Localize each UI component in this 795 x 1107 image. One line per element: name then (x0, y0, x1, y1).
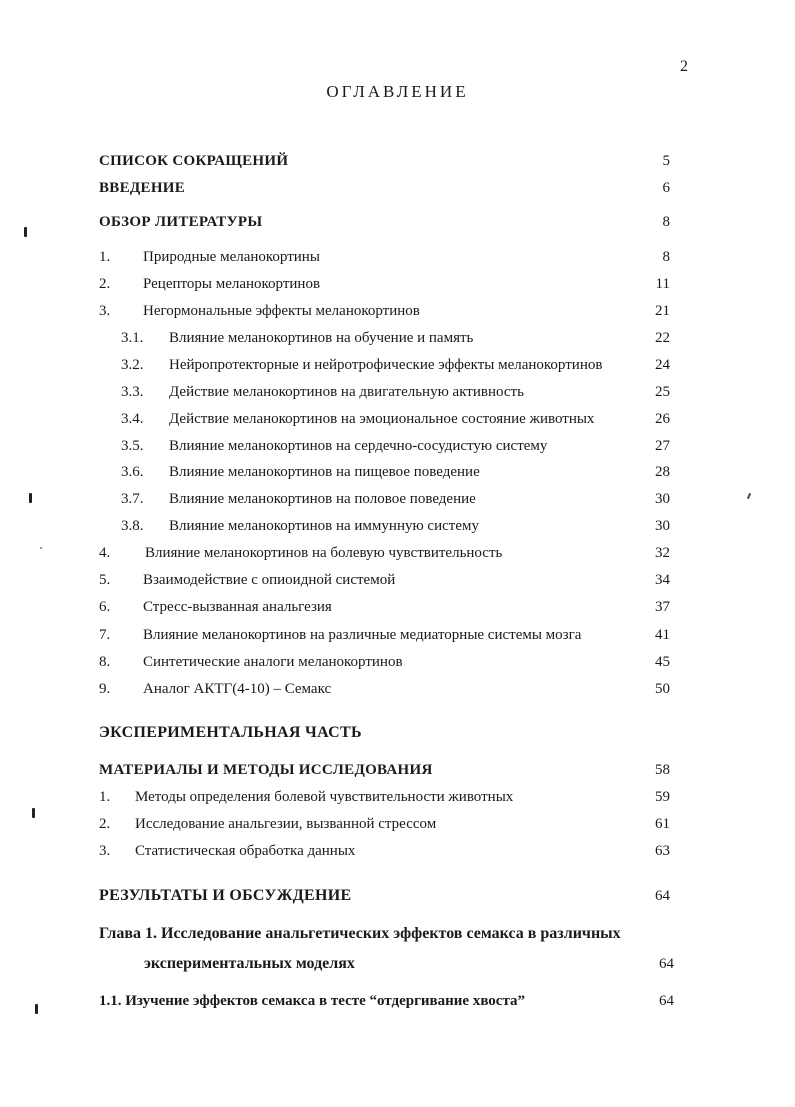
toc-entry-page: 58 (655, 762, 670, 778)
toc-entry-title: Влияние меланокортинов на иммунную систему (169, 518, 479, 534)
toc-entry-page: 50 (655, 681, 670, 697)
toc-entry-page: 32 (655, 545, 670, 561)
toc-entry-title: Аналог АКТГ(4-10) – Семакс (143, 681, 332, 697)
toc-entry-number: 3.6. (121, 464, 144, 480)
toc-entry-number: 3. (99, 303, 111, 319)
toc-entry-page: 64 (655, 888, 670, 904)
toc-entry-page: 22 (655, 330, 670, 346)
toc-entry-title: РЕЗУЛЬТАТЫ И ОБСУЖДЕНИЕ (99, 887, 352, 904)
scan-mark (24, 227, 27, 237)
toc-entry-title: ОБЗОР ЛИТЕРАТУРЫ (99, 214, 263, 230)
toc-entry-page: 37 (655, 599, 670, 615)
toc-entry-page: 61 (655, 816, 670, 832)
toc-entry (0, 461, 795, 483)
toc-entry-number: 6. (99, 599, 111, 615)
toc-entry (0, 435, 795, 457)
toc-entry-number: 7. (99, 627, 111, 643)
toc-entry-title: Влияние меланокортинов на обучение и память (169, 330, 474, 346)
toc-entry-page: 11 (655, 276, 670, 292)
toc-entry-page: 26 (655, 411, 670, 427)
toc-entry-title: Глава 1. Исследование анальгетических эффектов семакса в различных (99, 925, 621, 942)
toc-entry-number: 3.2. (121, 357, 144, 373)
toc-entry (0, 651, 795, 673)
toc-entry-title: МАТЕРИАЛЫ И МЕТОДЫ ИССЛЕДОВАНИЯ (99, 762, 433, 778)
toc-entry-page: 27 (655, 438, 670, 454)
toc-entry (0, 840, 795, 862)
toc-entry-number: 9. (99, 681, 111, 697)
toc-entry-number: 3. (99, 843, 111, 859)
toc-entry-page: 8 (662, 249, 670, 265)
toc-entry-page: 5 (662, 153, 670, 169)
toc-entry-title: Влияние меланокортинов на сердечно-сосудистую систему (169, 438, 548, 454)
toc-entry-page: 45 (655, 654, 670, 670)
toc-entry-number: 1. (99, 789, 111, 805)
toc-entry (0, 596, 795, 618)
toc-entry-title: экспериментальных моделях (144, 955, 355, 972)
toc-entry-title: Методы определения болевой чувствительности животных (135, 789, 514, 805)
toc-entry-title: Негормональные эффекты меланокортинов (143, 303, 420, 319)
toc-entry (0, 759, 795, 781)
toc-entry-title: СПИСОК СОКРАЩЕНИЙ (99, 153, 289, 169)
toc-entry-title: ЭКСПЕРИМЕНТАЛЬНАЯ ЧАСТЬ (99, 724, 362, 741)
scan-mark (32, 808, 35, 818)
toc-section-heading (0, 722, 795, 744)
toc-entry (0, 150, 795, 172)
toc-entry-title: Влияние меланокортинов на различные медиаторные системы мозга (143, 627, 582, 643)
toc-entry-number: 3.7. (121, 491, 144, 507)
toc-entry-number: 3.1. (121, 330, 144, 346)
toc-entry-title: Влияние меланокортинов на болевую чувствительность (145, 545, 503, 561)
scan-mark (29, 493, 32, 503)
toc-entry (0, 488, 795, 510)
toc-entry (0, 923, 795, 945)
toc-entry-title: Исследование анальгезии, вызванной стрессом (135, 816, 437, 832)
toc-entry-title: 1.1. Изучение эффектов семакса в тесте “отдергивание хвоста” (99, 993, 526, 1009)
toc-entry-number: 2. (99, 816, 111, 832)
toc-entry (0, 515, 795, 537)
toc-entry-page: 41 (655, 627, 670, 643)
toc-entry-number: 3.8. (121, 518, 144, 534)
page-title: ОГЛАВЛЕНИЕ (326, 82, 469, 101)
toc-entry-page: 63 (655, 843, 670, 859)
toc-entry-number: 1. (99, 249, 111, 265)
toc-entry-title: Нейропротекторные и нейротрофические эффекты меланокортинов (169, 357, 603, 373)
toc-entry-title: Влияние меланокортинов на пищевое поведение (169, 464, 480, 480)
toc-entry-page: 21 (655, 303, 670, 319)
toc-entry-page: 28 (655, 464, 670, 480)
toc-entry (0, 381, 795, 403)
toc-entry (0, 177, 795, 199)
toc-entry (0, 885, 795, 907)
toc-entry-title: Рецепторы меланокортинов (143, 276, 321, 292)
toc-entry (0, 813, 795, 835)
page-number: 2 (680, 58, 688, 75)
toc-entry-page: 25 (655, 384, 670, 400)
toc-entry-page: 64 (659, 993, 674, 1009)
toc-entry-title: Природные меланокортины (143, 249, 320, 265)
toc-entry (0, 354, 795, 376)
toc-entry-page: 8 (662, 214, 670, 230)
toc-entry (0, 246, 795, 268)
toc-entry-title: Синтетические аналоги меланокортинов (143, 654, 403, 670)
scan-dot (40, 547, 42, 549)
toc-entry (0, 953, 795, 975)
toc-entry (0, 786, 795, 808)
toc-entry-page: 59 (655, 789, 670, 805)
toc-entry-number: 2. (99, 276, 111, 292)
toc-entry (0, 273, 795, 295)
toc-entry-title: Статистическая обработка данных (135, 843, 356, 859)
toc-entry-page: 30 (655, 518, 670, 534)
toc-entry-title: Действие меланокортинов на эмоциональное состояние животных (169, 411, 595, 427)
toc-entry-number: 3.5. (121, 438, 144, 454)
toc-entry-title: Влияние меланокортинов на половое поведение (169, 491, 476, 507)
toc-entry-number: 5. (99, 572, 111, 588)
toc-entry (0, 327, 795, 349)
toc-entry (0, 569, 795, 591)
toc-entry (0, 211, 795, 233)
toc-entry (0, 542, 795, 564)
toc-entry-title: Стресс-вызванная анальгезия (143, 599, 332, 615)
toc-entry-number: 8. (99, 654, 111, 670)
toc-entry-page: 30 (655, 491, 670, 507)
toc-entry (0, 678, 795, 700)
toc-entry-page: 24 (655, 357, 670, 373)
toc-entry-number: 4. (99, 545, 111, 561)
toc-entry (0, 300, 795, 322)
toc-entry-title: Взаимодействие с опиоидной системой (143, 572, 396, 588)
toc-entry (0, 624, 795, 646)
toc-entry-number: 3.3. (121, 384, 144, 400)
toc-entry (0, 408, 795, 430)
toc-entry-page: 64 (659, 956, 674, 972)
scan-mark (35, 1004, 38, 1014)
toc-entry-page: 6 (662, 180, 670, 196)
toc-entry-title: ВВЕДЕНИЕ (99, 180, 186, 196)
toc-entry-number: 3.4. (121, 411, 144, 427)
toc-entry-page: 34 (655, 572, 670, 588)
toc-entry (0, 990, 795, 1012)
toc-entry-title: Действие меланокортинов на двигательную активность (169, 384, 524, 400)
